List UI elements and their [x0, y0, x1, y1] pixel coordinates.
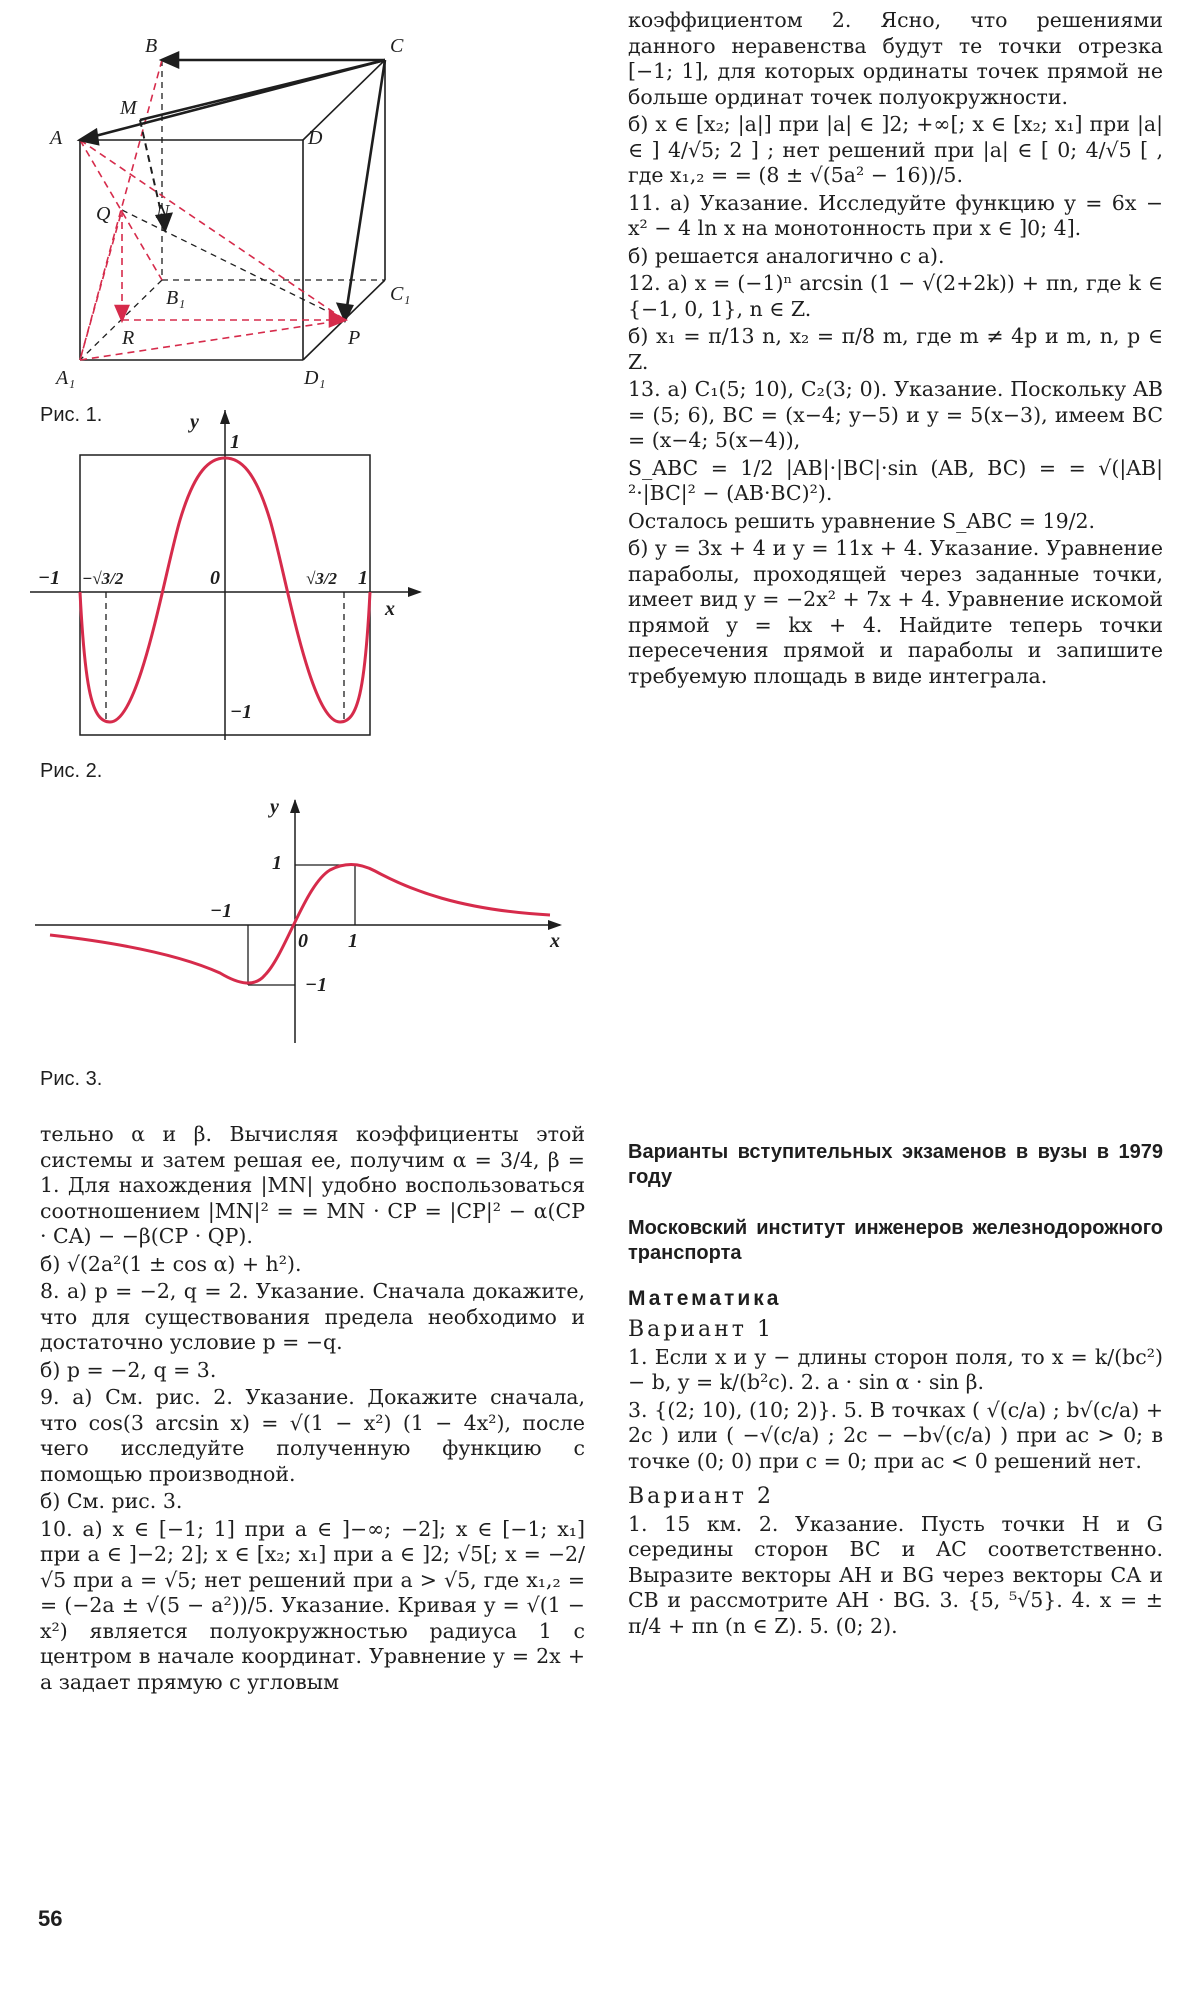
label-n: N	[156, 201, 170, 223]
fig2-one-top: 1	[230, 431, 240, 453]
label-a: A	[50, 127, 63, 149]
left-bottom-p2: б) √(2a²(1 ± cos α) + h²).	[40, 1251, 302, 1276]
variant-1-p1: 1. Если x и y − длины сторон поля, то x = k/(bc²) − b, y = k/(b²c). 2. a · sin α · sin β.	[628, 1344, 1163, 1394]
left-bottom-p6: б) См. рис. 3.	[40, 1489, 183, 1513]
right-top-p2: б) x ∈ [x₂; |a|] при |a| ∈ ]2; +∞[; x ∈ [x₂; x₁] при |a| ∈ ] 4/√5; 2 ] ; нет решений при |a| ∈ [ 0; 4/√5 [ , где x₁,₂ = = (8 ± √(5a² − 16))/5.	[628, 112, 1163, 187]
fig3-neg-one-y: −1	[305, 974, 328, 996]
label-c1: C₁	[390, 283, 411, 305]
curve-fig3	[50, 864, 550, 983]
fig2-zero: 0	[210, 567, 220, 589]
right-top-column	[628, 8, 1163, 691]
page-number: 56	[38, 1906, 63, 1931]
label-b: B	[145, 35, 158, 57]
figure-3-graph	[30, 795, 570, 1045]
heading-subject: Математика	[628, 1287, 782, 1310]
label-p: P	[348, 327, 361, 349]
right-top-p1: коэффициентом 2. Ясно, что решениями данного неравенства будут те точки отрезка [−1; 1], для которых ординаты точек прямой не больше ординат точек полуокружности.	[628, 8, 1163, 109]
right-bottom-column	[628, 1140, 1163, 1641]
label-d1: D₁	[304, 367, 326, 389]
heading-institute: Московский институт инженеров железнодорожного транспорта	[628, 1217, 1163, 1264]
label-a1: A₁	[56, 367, 76, 389]
heading-exams-1979: Варианты вступительных экзаменов в вузы в 1979 году	[628, 1141, 1163, 1188]
right-top-p8: S_ABC = 1/2 |AB|·|BC|·sin (AB, BC) = = √(|AB|²·|BC|² − (AB·BC)²).	[628, 455, 1163, 505]
fig3-one-x: 1	[348, 930, 358, 952]
variant-1-p2: 3. {(2; 10), (10; 2)}. 5. В точках ( √(c/a) ; b√(c/a) + 2c ) или ( −√(c/a) ; 2c − −b√(c/a) ) при ac > 0; в точке (0; 0) при c = 0; при ac < 0 решений нет.	[628, 1397, 1163, 1473]
fig3-x: x	[550, 930, 560, 952]
fig2-pos-sqrt: √3/2	[306, 569, 338, 588]
figure-2-caption: Рис. 2.	[40, 760, 103, 782]
label-m: M	[120, 97, 137, 119]
left-bottom-p7: 10. а) x ∈ [−1; 1] при a ∈ ]−∞; −2]; x ∈ [−1; x₁] при a ∈ ]−2; 2]; x ∈ [x₂; x₁] при a ∈ ]2; √5[; x = −2/√5 при a = √5; нет решений при a > √5, где x₁,₂ = = (−2a ± √(5 − a²))/5. Указание. Кривая y = √(1 − x²) является полуокружностью радиуса 1 с центром в начале координат. Уравнение y = 2x + a задает прямую с угловым	[40, 1516, 585, 1694]
figure-3-caption: Рис. 3.	[40, 1068, 103, 1090]
left-bottom-column	[40, 1122, 585, 1697]
fig2-neg-one: −1	[38, 567, 61, 589]
left-bottom-p3: 8. а) p = −2, q = 2. Указание. Сначала докажите, что для существования предела необходимо и достаточно условие p = −q.	[40, 1279, 585, 1354]
label-q: Q	[96, 203, 111, 225]
fig3-y: y	[270, 796, 279, 818]
fig2-pos-one: 1	[358, 567, 368, 589]
label-d: D	[308, 127, 323, 149]
label-r: R	[122, 327, 135, 349]
fig3-neg-one-x: −1	[210, 900, 233, 922]
right-top-p9: Осталось решить уравнение S_ABC = 19/2.	[628, 508, 1096, 533]
fig2-neg-sqrt: −√3/2	[82, 569, 124, 588]
right-top-p3: 11. а) Указание. Исследуйте функцию y = 6x − x² − 4 ln x на монотонность при x ∈ ]0; 4].	[628, 190, 1163, 240]
figure-1-caption: Рис. 1.	[40, 404, 103, 426]
right-top-p4: б) решается аналогично с а).	[628, 243, 945, 268]
fig3-zero: 0	[298, 930, 308, 952]
label-b1: B₁	[166, 287, 186, 309]
right-top-p5: 12. а) x = (−1)ⁿ arcsin (1 − √(2+2k)) + πn, где k ∈ {−1, 0, 1}, n ∈ Z.	[628, 271, 1163, 321]
right-top-p7: 13. а) C₁(5; 10), C₂(3; 0). Указание. Поскольку AB = (5; 6), BC = (x−4; y−5) и y = 5(x−3), имеем BC = (x−4; 5(x−4)),	[628, 377, 1163, 452]
variant-2-title: Вариант 2	[628, 1484, 774, 1509]
label-c: C	[390, 35, 404, 57]
left-bottom-p5: 9. а) См. рис. 2. Указание. Докажите сначала, что cos(3 arcsin x) = √(1 − x²) (1 − 4x²), после чего исследуйте полученную функцию с помощью производной.	[40, 1385, 585, 1486]
figure-2-graph	[30, 410, 430, 740]
right-top-p6: б) x₁ = π/13 n, x₂ = π/8 m, где m ≠ 4p и m, n, p ∈ Z.	[628, 324, 1163, 374]
variant-1-title: Вариант 1	[628, 1317, 774, 1342]
fig2-minus-one: −1	[230, 701, 253, 723]
left-bottom-p4: б) p = −2, q = 3.	[40, 1357, 217, 1382]
fig3-one-y: 1	[272, 852, 282, 874]
figure-1-cube	[40, 20, 430, 390]
variant-2-p1: 1. 15 км. 2. Указание. Пусть точки H и G середины сторон BC и AC соответственно. Выразите векторы AH и BG через векторы CA и CB и рассмотрите AH · BG. 3. {5, ⁵√5}. 4. x = ± π/4 + πn (n ∈ Z). 5. (0; 2).	[628, 1511, 1163, 1638]
right-top-p10: б) y = 3x + 4 и y = 11x + 4. Указание. Уравнение параболы, проходящей через заданные точки, имеет вид y = −2x² + 7x + 4. Уравнение искомой прямой y = kx + 4. Найдите теперь точки пересечения прямой и параболы и запишите требуемую площадь в виде интеграла.	[628, 536, 1163, 688]
fig2-y: y	[190, 411, 199, 433]
fig2-x: x	[385, 598, 395, 620]
left-bottom-p1: тельно α и β. Вычисляя коэффициенты этой системы и затем решая ее, получим α = 3/4, β = 1. Для нахождения |MN| удобно воспользоваться соотношением |MN|² = = MN · CP = |CP|² − α(CP · CA) − −β(CP · QP).	[40, 1122, 585, 1248]
